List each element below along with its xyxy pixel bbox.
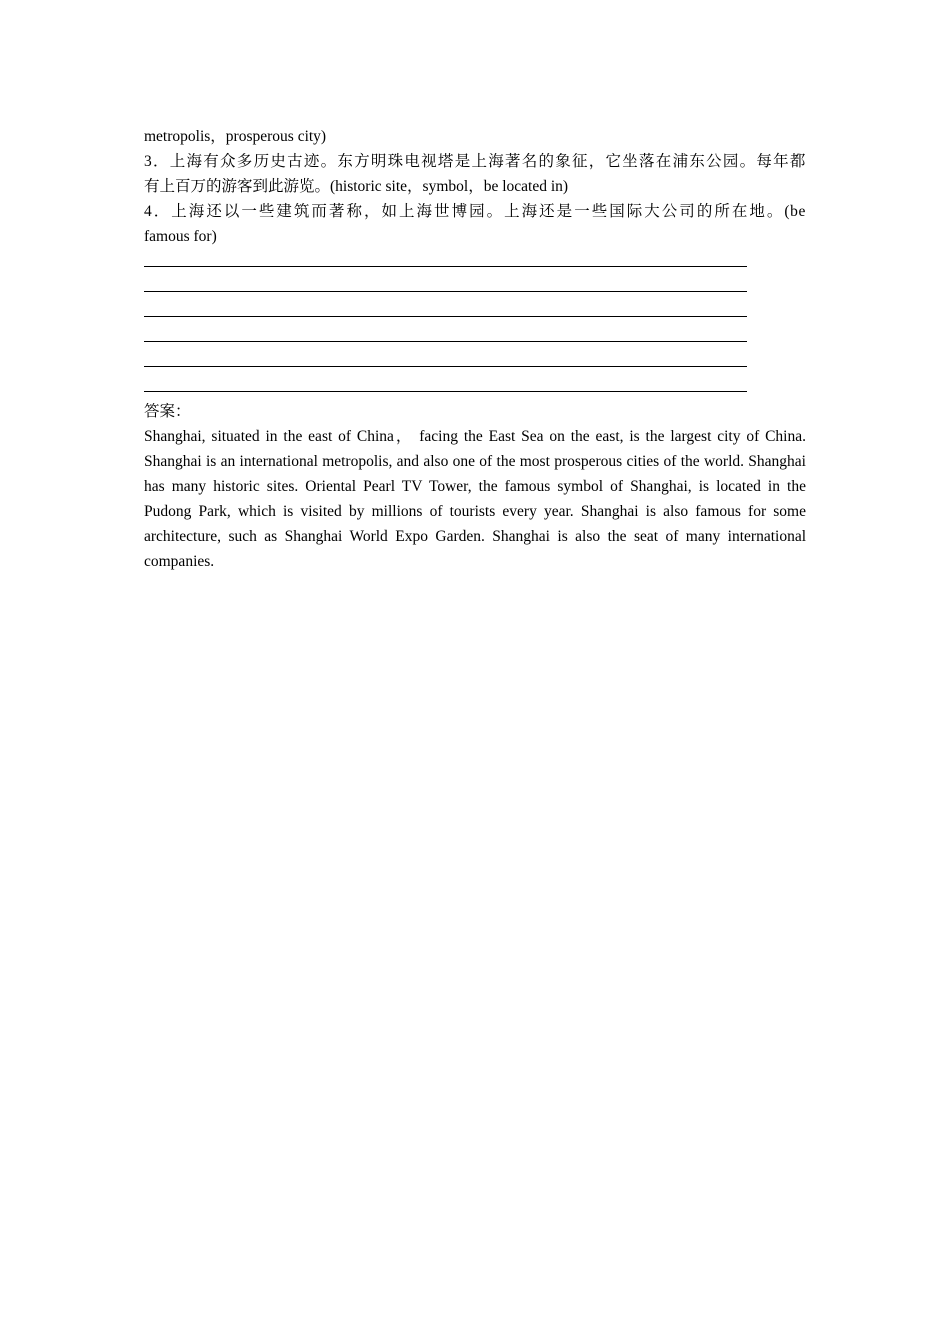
answer-text: Shanghai, situated in the east of China， facing the East Sea on the east, is the largest city of China. Shanghai is an international metropolis, and also one of the most prosperous cities of the world. Shanghai has many historic sites. Oriental Pearl TV Tower, the famous symbol of Shanghai, is located in the Pudong Park, which is visited by millions of tourists every year. Shanghai is also famous for some architecture, such as Shanghai World Expo Garden. Shanghai is also the seat of many international companies. xyxy=(144,428,806,570)
answer-blank-lines xyxy=(144,249,806,399)
item-4-line-1: 4．上海还以一些建筑而著称，如上海世博园。上海还是一些国际大公司的所在地。(be xyxy=(144,203,806,220)
answer-blank-line xyxy=(144,349,747,374)
answer-blank-line xyxy=(144,274,747,299)
answer-blank-line xyxy=(144,324,747,349)
document-page xyxy=(144,124,806,574)
item-3-line-1: 3．上海有众多历史古迹。东方明珠电视塔是上海著名的象征，它坐落在浦东公园。每年都 xyxy=(144,153,806,170)
item-4-line-2: famous for) xyxy=(144,228,217,245)
answer-blank-line xyxy=(144,299,747,324)
prompt-continuation: metropolis，prosperous city) xyxy=(144,128,327,145)
answer-blank-line xyxy=(144,374,747,399)
item-3-line-2: 有上百万的游客到此游览。(historic site，symbol，be located in) xyxy=(144,178,569,195)
answer-label: 答案： xyxy=(144,403,191,420)
answer-blank-line xyxy=(144,249,747,274)
